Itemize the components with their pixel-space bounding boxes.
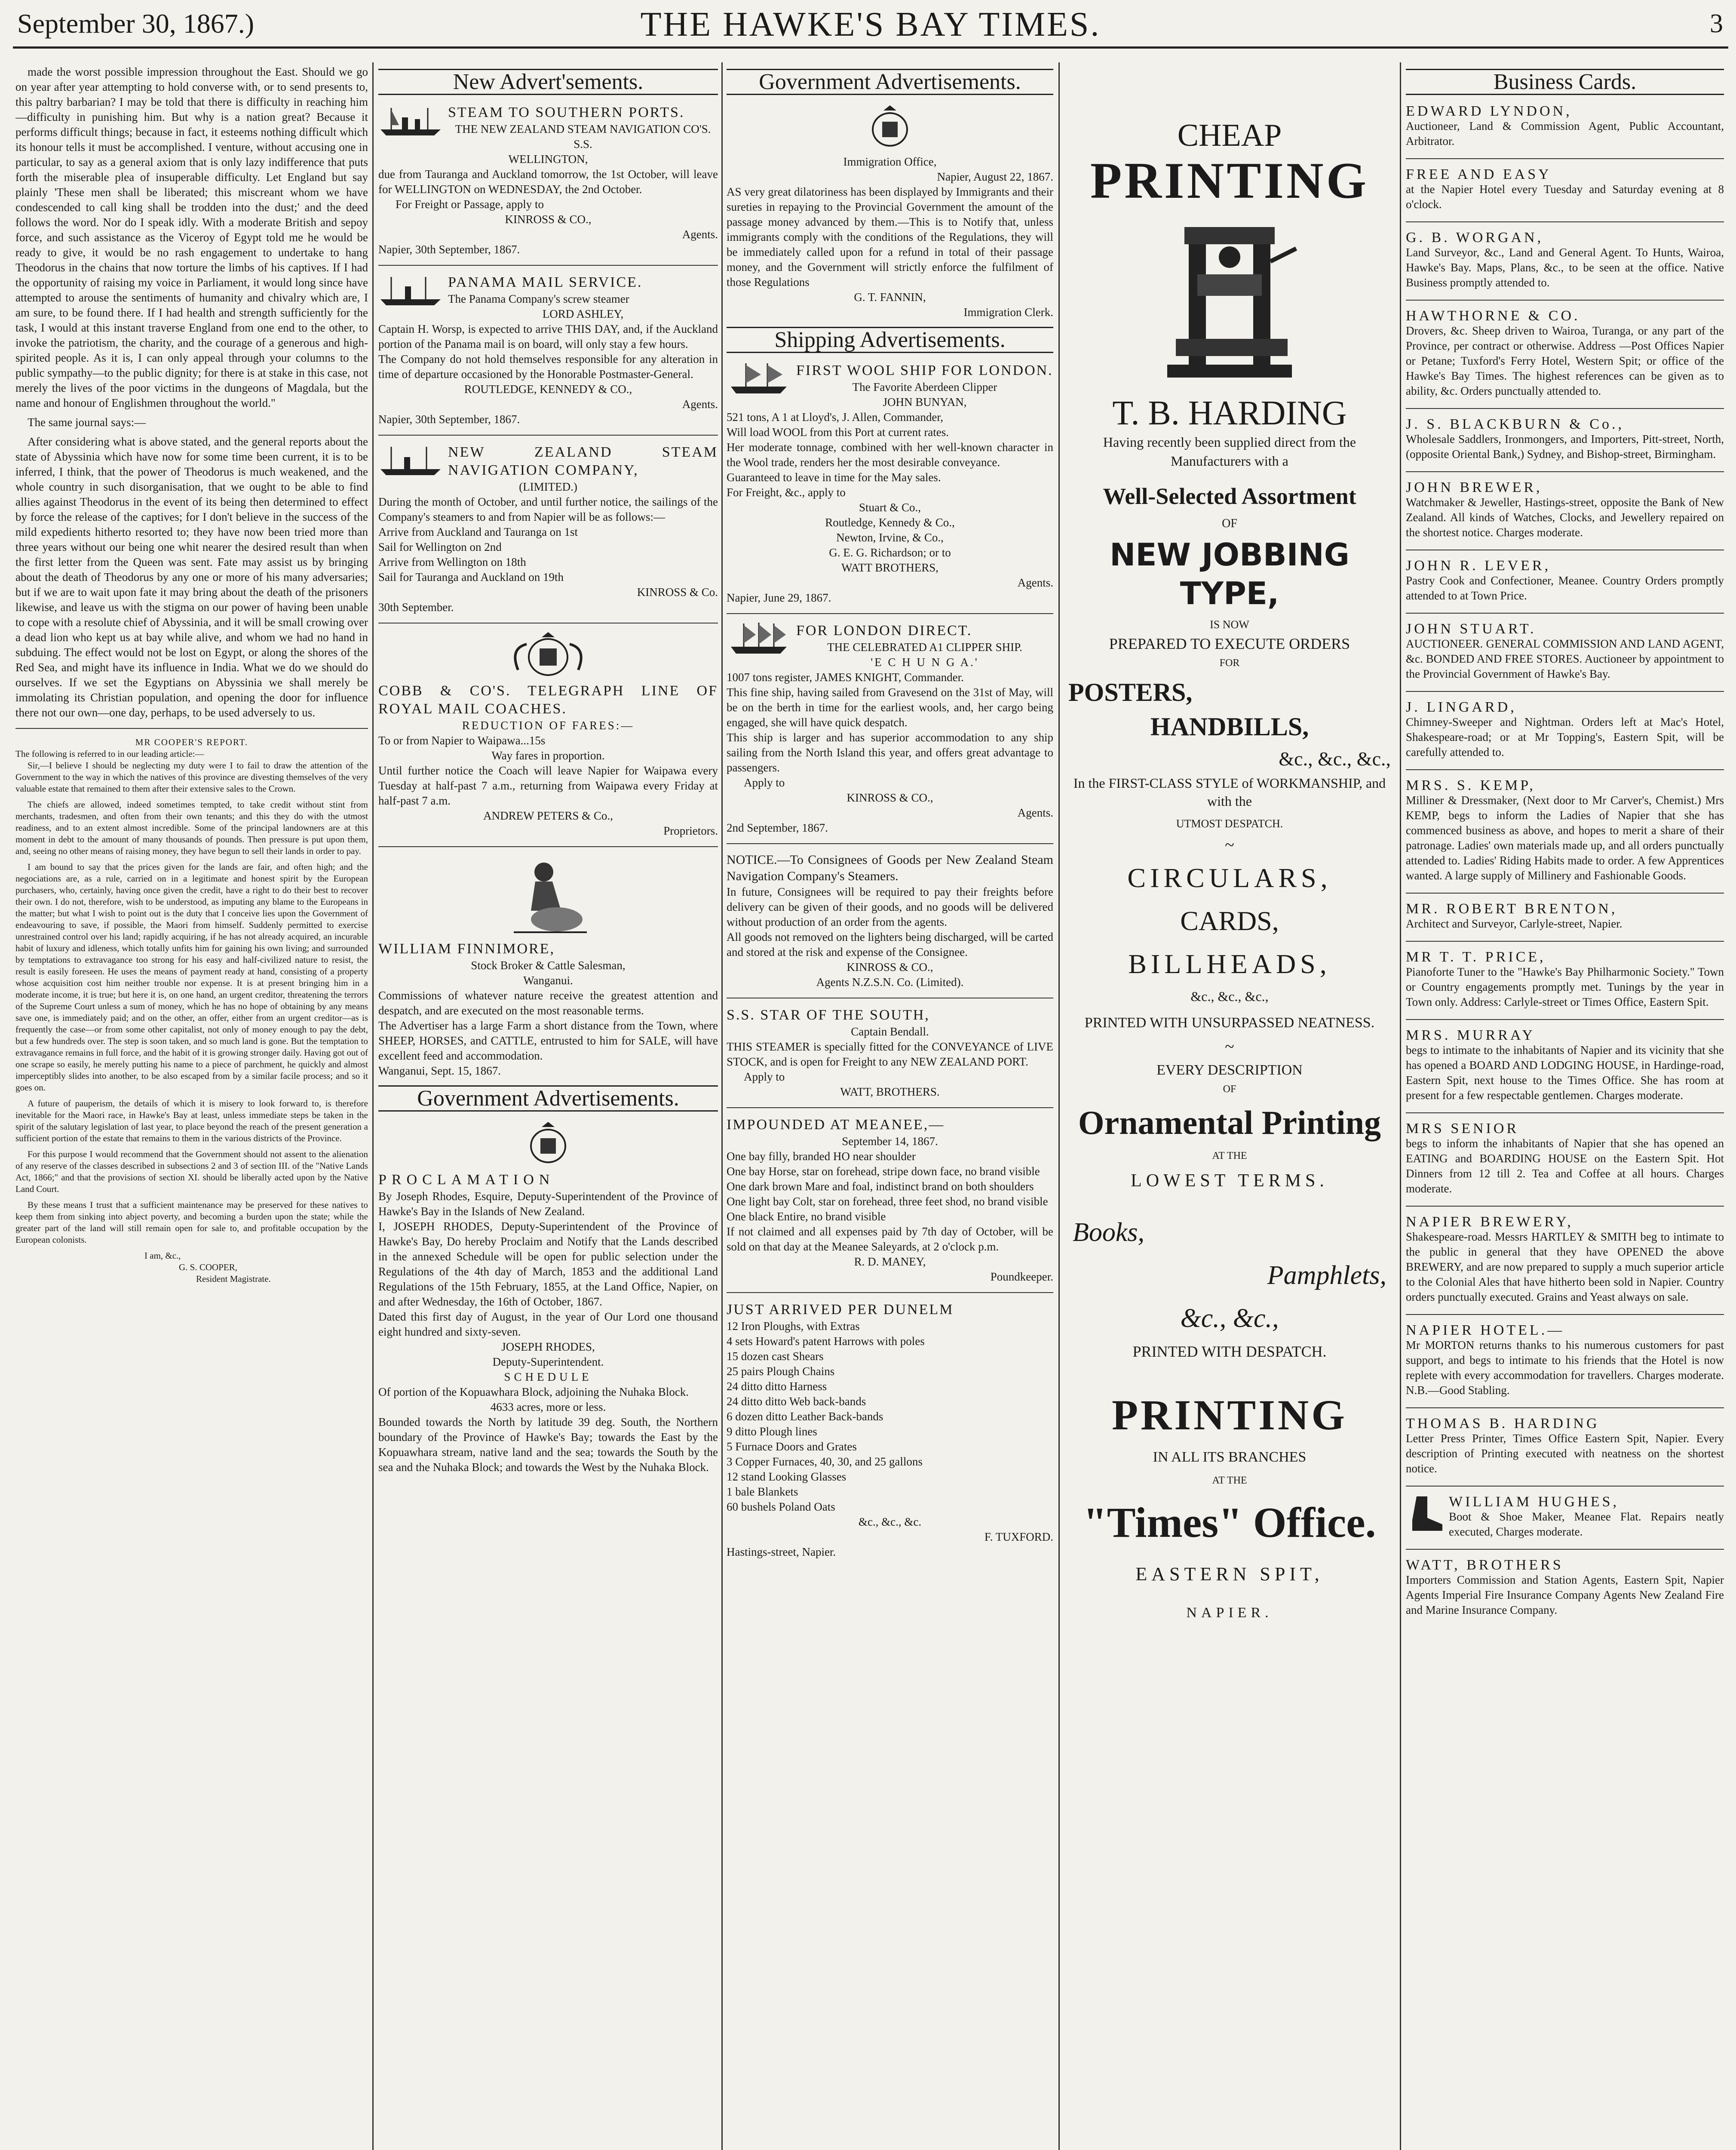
every-description-text: EVERY DESCRIPTION: [1156, 1062, 1303, 1078]
divider: [378, 265, 718, 266]
supplied-text: Having recently been supplied direct from the Manufacturers with a: [1103, 434, 1356, 469]
masthead: [13, 3, 1728, 49]
business-text: begs to intimate to the inhabitants of Napier and its vicinity that she has opened a BOARD AND LODGING HOUSE, in Hardinge-road, Eastern Spit, next house to the Times Office. She has room at present for a few respectable gentlemen. Charges moderate.: [1406, 1044, 1724, 1102]
proclamation-line: Deputy-Superintendent.: [492, 1355, 604, 1368]
advert-heading: WILLIAM FINNIMORE,: [378, 941, 555, 957]
report-paragraph: For this purpose I would recommend that the Government should not assent to the alienation of any reserve of the classes described in subsections 2 and 3 of section III. of the "Native Lands Act, 1866;" and that the provisions of section XI. should be liberally acted upon by the Native Land Court.: [15, 1149, 368, 1194]
signer-title: Resident Magistrate.: [196, 1274, 271, 1284]
shearer-illustration-icon: [505, 855, 591, 937]
advert-line: For Freight, &c., apply to: [727, 486, 846, 499]
pamphlets-text: Pamphlets,: [1267, 1261, 1386, 1290]
advert-line: This ship is larger and has superior accommodation to any ship sailing from the North Island this year, and offers great advantage to passengers.: [727, 731, 1053, 774]
advert-line: Newton, Irvine, & Co.,: [836, 531, 944, 544]
column-rule: [1058, 62, 1060, 2150]
printing-heading: PRINTING: [1090, 152, 1369, 209]
signer: G. S. COOPER,: [179, 1262, 237, 1272]
advert-heading: STEAM TO SOUTHERN PORTS.: [448, 104, 685, 120]
advert-heading: JUST ARRIVED PER DUNELM: [727, 1302, 954, 1318]
boot-icon: [1406, 1494, 1445, 1533]
business-card: [1406, 700, 1724, 760]
advert-line: If not claimed and all expenses paid by 7th day of October, will be sold on that day at the Meanee Saleyards, at 2 o'clock p.m.: [727, 1225, 1053, 1253]
report-intro: The following is referred to in our leading article:—: [15, 749, 204, 759]
jobbing-type-text: NEW JOBBING TYPE,: [1110, 537, 1350, 611]
business-name: NAPIER HOTEL.—: [1406, 1322, 1565, 1338]
immigration-notice: [727, 104, 1053, 320]
notice-line: G. T. FANNIN,: [854, 291, 926, 304]
proclamation-heading: PROCLAMATION: [378, 1172, 555, 1188]
proclamation-line: I, JOSEPH RHODES, Deputy-Superintendent of the Province of Hawke's Bay, Do hereby Proclaim and Notify that the Lands described in the annexed Schedule will be open for public selection under the Regulations of the 4th day of March, 1853 and the additional Land Regulations of the 15th February, 1855, at the Land Office, Napier, on and after Wednesday, the 16th of October, 1867.: [378, 1220, 718, 1308]
advert: [727, 622, 1053, 835]
advert: [378, 443, 718, 615]
business-name: JOHN R. LEVER,: [1406, 558, 1551, 574]
advert-line: One dark brown Mare and foal, indistinct brand on both shoulders: [727, 1180, 1034, 1193]
business-name: EDWARD LYNDON,: [1406, 103, 1572, 119]
section-heading: Government Advertisements.: [378, 1085, 718, 1112]
divider: [1406, 158, 1724, 159]
business-card: [1406, 167, 1724, 212]
business-text: Chimney-Sweeper and Nightman. Orders left at Mac's Hotel, Shakespeare-road; or at Mr Topping's, Eastern Spit, will be carefully attended to.: [1406, 716, 1724, 759]
divider: [1406, 613, 1724, 614]
advert-line: Guaranteed to leave in time for the May sales.: [727, 471, 941, 484]
advert: [727, 1116, 1053, 1284]
business-text: Architect and Surveyor, Carlyle-street, Napier.: [1406, 917, 1623, 930]
proclamation-line: Dated this first day of August, in the year of Our Lord one thousand eight hundred and sixty-seven.: [378, 1310, 718, 1338]
advert-line: The Company do not hold themselves responsible for any alteration in time of departure occasioned by the Honorable Postmaster-General.: [378, 353, 718, 381]
divider: [1406, 1206, 1724, 1207]
eastern-spit-text: EASTERN SPIT,: [1135, 1563, 1324, 1585]
column-rule: [372, 62, 374, 2150]
advert-line: 3 Copper Furnaces, 40, 30, and 25 gallons: [727, 1455, 923, 1468]
advert-line: REDUCTION OF FARES:—: [462, 719, 635, 732]
paragraph: After considering what is above stated, and the general reports about the state of Abyssinia which have now for some time been current, it is to be inferred, I think, that the power of Theodorus is much weakened, and the whole country in such disorganisation, that we ought to be able to find allies against Theodorus in the event of its being then determined to effect by force the release of the captives; for I don't believe in the success of the mild expedients hitherto resorted to; they have now been tried more than three years without our being one whit nearer the desired result than when the first letter from the Queen was sent. Fate may assist us by bringing about the death of Theodorus by any one or more of his many adversaries; but if we are to wait upon fate it may bring about the death of the prisoners likewise, and leave us with the stigma on our power of having been unable to cope with a resolute chief of Abyssinia, and it will be small crowing over a dead lion who kept us at bay while alive, and whom we had no hand in subduing. The effect would not be lost on Egypt, or along the shores of the Red Sea, and might have its influence in India. What we do we should do ourselves. If we set the Egyptians on Abyssinia we shall merely be immolating its Christian population, and opening the door for influence there not our own—one day, perhaps, to be used adversely to us.: [15, 435, 368, 719]
divider: [1406, 1407, 1724, 1408]
advert-line: Arrive from Auckland and Tauranga on 1st: [378, 525, 578, 538]
column-business-cards: [1406, 64, 1724, 2150]
column-rule: [1400, 62, 1401, 2150]
advert-line: One light bay Colt, star on forehead, three feet shod, no brand visible: [727, 1195, 1048, 1208]
business-card: [1406, 480, 1724, 540]
advert-line: Sail for Tauranga and Auckland on 19th: [378, 571, 564, 584]
advert-line: KINROSS & Co.: [637, 586, 718, 599]
business-name: MR T. T. PRICE,: [1406, 949, 1546, 965]
advert-line: Will load WOOL from this Port at current rates.: [727, 426, 949, 439]
report-heading: MR COOPER'S REPORT.: [135, 737, 248, 747]
business-name: HAWTHORNE & CO.: [1406, 308, 1580, 324]
business-card: [1406, 949, 1724, 1010]
proclamation-line: By Joseph Rhodes, Esquire, Deputy-Superintendent of the Province of Hawke's Bay in the Islands of New Zealand.: [378, 1190, 718, 1218]
advert-line: 25 pairs Plough Chains: [727, 1365, 835, 1378]
at-the-text: AT THE: [1212, 1150, 1247, 1161]
advert-line: Captain Bendall.: [851, 1025, 929, 1038]
section-heading: Government Advertisements.: [727, 69, 1053, 95]
advert-line: THE NEW ZEALAND STEAM NAVIGATION CO'S. S.S.: [455, 123, 711, 150]
divider: [1406, 1314, 1724, 1315]
advert-line: September 14, 1867.: [842, 1135, 938, 1148]
business-card: [1406, 1121, 1724, 1196]
advert-line: Until further notice the Coach will leave Napier for Waipawa every Tuesday at half-past 7 a.m., returning from Waipawa every Friday at half-past 7 a.m.: [378, 764, 718, 807]
divider: [727, 1107, 1053, 1108]
advert-line: THIS STEAMER is specially fitted for the CONVEYANCE of LIVE STOCK, and is open for Freight to any NEW ZEALAND PORT.: [727, 1040, 1053, 1068]
cheap-heading: CHEAP: [1177, 118, 1282, 153]
sailing-ship-icon: [727, 622, 791, 655]
printing-press-icon: [1159, 210, 1300, 390]
business-name: MR. ROBERT BRENTON,: [1406, 901, 1618, 917]
advert-line: THE CELEBRATED A1 CLIPPER SHIP.: [827, 641, 1022, 654]
royal-crest-icon: [847, 104, 933, 151]
business-card: [1406, 621, 1724, 682]
advert-line: Napier, 30th September, 1867.: [378, 413, 520, 426]
advert-line: 15 dozen cast Shears: [727, 1350, 824, 1363]
advert-line: 6 dozen ditto Leather Back-bands: [727, 1410, 883, 1423]
business-text: begs to inform the inhabitants of Napier that she has opened an EATING and BOARDING HOUSE on the Eastern Spit. Hot Dinners from 12 till 2. Tea and Coffee at all hours. Charges moderate.: [1406, 1137, 1724, 1195]
business-card: [1406, 417, 1724, 462]
business-name: G. B. WORGAN,: [1406, 230, 1544, 246]
advert-line: 12 stand Looking Glasses: [727, 1470, 847, 1483]
advert-line: Agents N.Z.S.N. Co. (Limited).: [816, 976, 964, 989]
business-text: Pianoforte Tuner to the "Hawke's Bay Philharmonic Society." Town or Country engagements promptly met. Tunings by the year in Town only. Address: Carlyle-street or Times Office, Eastern Spit.: [1406, 965, 1724, 1008]
is-now-text: IS NOW: [1210, 618, 1249, 631]
cards-text: CARDS,: [1180, 906, 1279, 936]
business-card: [1406, 1494, 1724, 1539]
divider: [1406, 408, 1724, 409]
business-text: Pastry Cook and Confectioner, Meanee. Country Orders promptly attended to at Town Price.: [1406, 574, 1724, 602]
proclamation-line: Of portion of the Kopuawhara Block, adjoining the Nuhaka Block.: [378, 1385, 689, 1398]
advert-line: For Freight or Passage, apply to: [396, 198, 544, 211]
for-text: FOR: [1219, 657, 1240, 669]
business-name: J. S. BLACKBURN & Co.,: [1406, 416, 1624, 432]
advert-line: Arrive from Wellington on 18th: [378, 556, 526, 568]
assortment-text: Well-Selected Assortment: [1103, 483, 1356, 509]
advert-line: Agents.: [1017, 576, 1053, 589]
advert-line: F. TUXFORD.: [984, 1530, 1053, 1543]
advert: [727, 852, 1053, 990]
royal-crest-icon: [505, 1120, 591, 1167]
printer-name: T. B. HARDING: [1112, 394, 1347, 432]
steamship-icon: [378, 443, 443, 477]
advert-line: LORD ASHLEY,: [542, 307, 624, 320]
business-text: Shakespeare-road. Messrs HARTLEY & SMITH beg to intimate to the public in general that they have OPENED the above BREWERY, and are now prepared to supply a much superior article to the Colonial Ales that have hitherto been sold in Napier. Country orders punctually executed. Grains and Yeast always on sale.: [1406, 1230, 1724, 1303]
prepared-text: PREPARED TO EXECUTE ORDERS: [1109, 635, 1350, 652]
advert-line: WATT, BROTHERS.: [840, 1085, 940, 1098]
advert-line: Sail for Wellington on 2nd: [378, 541, 502, 553]
business-text: Wholesale Saddlers, Ironmongers, and Importers, Pitt-street, North, (opposite Oriental Bank,) Sydney, and Bishop-street, Birmingham.: [1406, 433, 1724, 461]
advert-line: WELLINGTON,: [508, 153, 588, 166]
advert-line: During the month of October, and until further notice, the sailings of the Company's steamers to and from Napier will be as follows:—: [378, 495, 718, 523]
advert-line: JOHN BUNYAN,: [883, 396, 967, 408]
proclamation-line: SCHEDULE: [504, 1370, 592, 1383]
printing2-heading: PRINTING: [1111, 1391, 1348, 1439]
business-text: Importers Commission and Station Agents, Eastern Spit, Napier Agents Imperial Fire Insurance Company Agents New Zealand Fire and Marine Insurance Company.: [1406, 1573, 1724, 1616]
advert-line: Agents.: [1017, 806, 1053, 819]
business-text: Land Surveyor, &c., Land and General Agent. To Hunts, Wairoa, Hawke's Bay. Maps, Plans, &c., to be seen at the office. Native Business promptly attended to.: [1406, 246, 1724, 289]
advert-heading: NOTICE.—To Consignees of Goods per New Zealand Steam Navigation Company's Steamers.: [727, 853, 1053, 883]
advert-line: Wanganui, Sept. 15, 1867.: [378, 1064, 501, 1077]
column-new-advertisements: [378, 64, 718, 2150]
business-card: [1406, 1214, 1724, 1305]
business-text: Boot & Shoe Maker, Meanee Flat. Repairs neatly executed, Charges moderate.: [1449, 1510, 1724, 1538]
column-editorial: [15, 64, 368, 2150]
branches-text: IN ALL ITS BRANCHES: [1153, 1449, 1307, 1465]
advert-line: Napier, 30th September, 1867.: [378, 243, 520, 256]
report-paragraph: By these means I trust that a sufficient maintenance may be preserved for these natives to keep them from sinking into abject poverty, and becoming a burden upon the state; while the greater part of the land will still remain open for sale to, and profitable occupation by the European colonists.: [15, 1200, 368, 1245]
divider: [1406, 893, 1724, 894]
business-name: MRS. MURRAY: [1406, 1027, 1535, 1043]
advert-line: Stuart & Co.,: [859, 501, 921, 514]
advert-heading: COBB & CO'S. TELEGRAPH LINE OF ROYAL MAIL COACHES.: [378, 683, 718, 717]
divider: [1406, 1112, 1724, 1113]
advert-line: Poundkeeper.: [990, 1270, 1053, 1283]
business-name: FREE AND EASY: [1406, 166, 1552, 182]
business-name: WILLIAM HUGHES,: [1449, 1494, 1619, 1510]
advert-line: (LIMITED.): [519, 480, 577, 493]
advert-line: Stock Broker & Cattle Salesman,: [471, 959, 626, 972]
style-text: In the FIRST-CLASS STYLE of WORKMANSHIP, and with the: [1073, 775, 1386, 809]
business-card: [1406, 558, 1724, 603]
advert-line: 5 Furnace Doors and Grates: [727, 1440, 857, 1453]
business-card: [1406, 104, 1724, 149]
advert-line: &c., &c., &c.: [858, 1515, 922, 1528]
business-name: MRS SENIOR: [1406, 1121, 1519, 1136]
section-heading: New Advert'sements.: [378, 69, 718, 95]
proclamation-line: JOSEPH RHODES,: [501, 1340, 595, 1353]
paragraph: The same journal says:—: [28, 416, 146, 429]
advert-line: 4 sets Howard's patent Harrows with poles: [727, 1335, 925, 1348]
advert: [378, 104, 718, 257]
divider: [727, 843, 1053, 844]
advert-line: KINROSS & CO.,: [847, 791, 933, 804]
section-heading: Business Cards.: [1406, 69, 1724, 95]
books-text: Books,: [1073, 1218, 1145, 1247]
etc-text: &c., &c., &c.,: [1279, 748, 1391, 770]
advert-line: 12 Iron Ploughs, with Extras: [727, 1320, 860, 1333]
business-name: JOHN STUART.: [1406, 621, 1537, 637]
royal-crest-icon: [501, 631, 595, 679]
business-card: [1406, 308, 1724, 399]
business-text: Letter Press Printer, Times Office Eastern Spit, Napier. Every description of Printing executed with neatness on the shortest notice.: [1406, 1432, 1724, 1475]
report-paragraph: The chiefs are allowed, indeed sometimes tempted, to take credit without stint from merchants, tradesmen, and often from their own tenants; and this they do with the utmost readiness, and to an extent almost incredible. Some of the principal landowners are at this moment in debt to the amount of many thousands of pounds. Then pressure is put upon them, and, seeing no other means of raising money, they have begun to sell their lands in order to pay.: [15, 799, 368, 856]
advert-line: KINROSS & CO.,: [505, 213, 592, 226]
divider: [1406, 471, 1724, 472]
business-card: [1406, 778, 1724, 883]
business-name: J. LINGARD,: [1406, 699, 1517, 715]
business-text: Watchmaker & Jeweller, Hastings-street, opposite the Bank of New Zealand. All kinds of Watches, Clocks, and Jewellery repaired on the shortest notice. Charges moderate.: [1406, 496, 1724, 539]
advert-heading: FOR LONDON DIRECT.: [796, 623, 972, 639]
business-text: Auctioneer, Land & Commission Agent, Public Accountant, Arbitrator.: [1406, 120, 1724, 147]
divider: [1406, 1019, 1724, 1020]
steamship-icon: [378, 273, 443, 307]
advert-line: KINROSS & CO.,: [847, 961, 933, 974]
proclamation-line: Bounded towards the North by latitude 39 deg. South, the Northern boundary of the Province of Hawke's Bay; towards the East by the Kopuawhara stream, native land and the sea; towards the South by the sea and the Nuhaka Block; and towards the West by the Nuhaka Block.: [378, 1416, 718, 1474]
divider: [1406, 1486, 1724, 1487]
column-rule: [721, 62, 723, 2150]
advert-line: The Favorite Aberdeen Clipper: [852, 381, 997, 393]
business-text: Mr MORTON returns thanks to his numerous customers for past support, and begs to intimate to his friends that the Hotel is now replete with every accommodation for travellers. Charges moderate. N.B.—Good Stabling.: [1406, 1339, 1724, 1397]
lowest-terms-text: LOWEST TERMS.: [1131, 1171, 1328, 1191]
business-name: MRS. S. KEMP,: [1406, 777, 1536, 793]
circulars-text: CIRCULARS,: [1127, 863, 1332, 893]
steamship-icon: [378, 104, 443, 137]
business-name: NAPIER BREWERY,: [1406, 1214, 1573, 1230]
business-card: [1406, 1028, 1724, 1103]
notice-line: Napier, August 22, 1867.: [937, 170, 1053, 183]
business-name: WATT, BROTHERS: [1406, 1557, 1564, 1573]
page-number: 3: [1710, 9, 1723, 38]
divider: [1406, 221, 1724, 222]
advert: [378, 855, 718, 1078]
divider: [15, 728, 368, 729]
advert-heading: S.S. STAR OF THE SOUTH,: [727, 1007, 930, 1023]
advert-line: ROUTLEDGE, KENNEDY & CO.,: [464, 383, 632, 396]
divider: [727, 1292, 1053, 1293]
billheads-text: BILLHEADS,: [1128, 949, 1331, 979]
proclamation-line: 4633 acres, more or less.: [490, 1401, 606, 1413]
business-card: [1406, 230, 1724, 290]
advert-line: 'E C H U N G A.': [871, 656, 979, 669]
advert-line: Agents.: [682, 398, 718, 411]
advert-line: Captain H. Worsp, is expected to arrive THIS DAY, and, if the Auckland portion of the Panama mail is on board, will only stay a few hours.: [378, 322, 718, 350]
advert-line: 1 bale Blankets: [727, 1485, 798, 1498]
proclamation: [378, 1120, 718, 1475]
advert-line: One bay filly, branded HO near shoulder: [727, 1150, 916, 1163]
advert-line: Wanganui.: [523, 974, 573, 987]
divider: [1406, 1549, 1724, 1550]
divider: [378, 846, 718, 847]
advert-line: Her moderate tonnage, combined with her well-known character in the Wool trade, renders her the most desirable conveyance.: [727, 441, 1053, 469]
divider: [727, 613, 1053, 614]
unsurpassed-text: PRINTED WITH UNSURPASSED NEATNESS.: [1084, 1015, 1375, 1031]
divider: [378, 623, 718, 624]
business-card: [1406, 1416, 1724, 1476]
sailing-ship-icon: [727, 362, 791, 395]
advert-line: To or from Napier to Waipawa...15s: [378, 734, 546, 747]
newspaper-title: THE HAWKE'S BAY TIMES.: [640, 6, 1101, 43]
advert-heading: IMPOUNDED AT MEANEE,—: [727, 1117, 945, 1133]
etc3-text: &c., &c.,: [1180, 1304, 1279, 1333]
advert-line: 30th September.: [378, 601, 454, 614]
advert-line: Commissions of whatever nature receive the greatest attention and despatch, and are executed on the most reasonable terms.: [378, 989, 718, 1017]
advert-line: 24 ditto ditto Harness: [727, 1380, 827, 1393]
handbills-text: HANDBILLS,: [1150, 713, 1309, 741]
paragraph: made the worst possible impression throughout the East. Should we go on year after year attempting to hold converse with, or to send presents to, this paltry barbarian? I may be told that there is difficulty in reaching him—difficulty in punishing him. But why is a nation great? Because it performs difficult things; because in fact, it esteems nothing difficult which its honour tells it must be accomplished. I venture, without accusing one in particular, to say as a general axiom that is only lazy indifference that puts forth the miserable plea of insuperable difficulty. Let England but say plainly 'These men shall be liberated; this miscreant whom we have condescended to call king shall be trodden into the dust;' and the deed follows the word. Nor do I speak idly. With a moderate British and sepoy force, and such assistance as the Viceroy of Egypt told me he would be ready to give, it would be no rash engagement to undertake to hang Theodorus in the chains that now torture the limbs of his captives. If I had the opportunity of raising my voice in Parliament, it would long since have attempted to arouse the sentiments of humanity and chivalry which are, I am sure, to be found there. If I had health and strength sufficiently for the task, I would at this instant traverse England from one end to the other, to invoke the patriotism, the charity, and the courage of a generous and high-spirited people. As it is, I can only appeal through your columns to the public sympathy—to the public dignity; for there is at stake in this case, not merely the lives of the poor victims in the dungeons of Magdala, but the name and honour of Englishmen throughout the world.": [15, 65, 368, 409]
advert: [378, 273, 718, 427]
notice-line: AS very great dilatoriness has been displayed by Immigrants and their sureties in repaying to the Provincial Government the amount of the passage money advanced by them.—This is to Notify that, unless immigrants comply with the conditions of the Regulations, they will be immediately called upon for a refund in total of their passage money, and the Government will strictly enforce the fulfilment of those Regulations: [727, 185, 1053, 289]
divider: [1406, 691, 1724, 692]
of2-text: OF: [1223, 1084, 1236, 1095]
business-text: Milliner & Dressmaker, (Next door to Mr Carver's, Chemist.) Mrs KEMP, begs to inform the Ladies of Napier that she has commenced business as above, and hopes to merit a share of their patronage. Ladies' own materials made up, and all orders punctually attended to. Ladies' Riding Habits made to order. A few Apprentices wanted. A large supply of Millinery and Fashionable Goods.: [1406, 794, 1724, 882]
advert-line: 2nd September, 1867.: [727, 821, 828, 834]
advert-line: G. E. G. Richardson; or to: [829, 546, 951, 559]
advert-line: WATT BROTHERS,: [841, 561, 939, 574]
advert-line: Hastings-street, Napier.: [727, 1545, 836, 1558]
notice-line: Immigration Clerk.: [963, 306, 1053, 319]
advert-line: 24 ditto ditto Web back-bands: [727, 1395, 866, 1408]
business-text: at the Napier Hotel every Tuesday and Saturday evening at 8 o'clock.: [1406, 183, 1724, 211]
advert-line: In future, Consignees will be required to pay their freights before delivery can be given of their goods, and no goods will be delivered without production of an order from the agents.: [727, 885, 1053, 928]
business-card: [1406, 1323, 1724, 1398]
business-text: AUCTIONEER. GENERAL COMMISSION AND LAND AGENT, &c. BONDED AND FREE STORES. Auctioneer by appointment to the Provincial Government of Hawke's Bay.: [1406, 637, 1724, 680]
column-printing-advert: CHEAP PRINTING T. B. HARDING Having recently been supplied direct from the Manufacturers with a Well-Selected Assortment OF NEW JOBBING TYPE, IS NOW PREPARED TO EXECUTE ORDERS FOR POSTERS, HANDBILLS, &c., &c., &c., In the FIRST-CLASS STYLE of WORKMANSHIP, and with the UTMOST DESPATCH. ~ CIRCULARS, CARDS, BILLHEADS, &c., &c., &c., PRINTED WITH UNSURPASSED NEATNESS. ~ EVERY DESCRIPTION OF Ornamental Printing AT THE LOWEST TERMS. Books, Pamphlets, &c., &c., PRINTED WITH DESPATCH. PRINTING IN ALL ITS BRANCHES AT THE "Times" Office. EASTERN SPIT, NAPIER.: [1064, 64, 1395, 2150]
of-text: OF: [1222, 517, 1237, 530]
notice-line: Immigration Office,: [843, 155, 937, 168]
business-card: [1406, 901, 1724, 931]
at-the2-text: AT THE: [1212, 1475, 1247, 1486]
divider: [378, 435, 718, 436]
issue-date: September 30, 1867.): [17, 8, 254, 39]
report-paragraph: I am bound to say that the prices given for the lands are fair, and often high; and the negociations are, as a rule, carried on in a legitimate and honest spirit by the European purchasers, who, certainly, having once given the credit, have a right to do their best to recover their own. I do not, therefore, wish to be understood, as imputing any blame to the Europeans in the matter; but what I wish to point out is the duty that I conceive lies upon the Government of endeavouring to save, if possible, the Maori from himself. Suddenly permitted to exercise unrestrained control over his land; rapidly acquiring, if he has not already acquired, an incurable habit of luxury and idleness, which totally unfits him for gaining his own living; and surrounded by temptations to extravagance too strong for his easy and half-civilized nature to resist, the result is easily foreseen. He uses the means of payment ready at hand, consisting of a property whose acquisition cost him neither trouble nor expense. It is at present bringing him in a moderate income, it is true; but here it is, on one hand, an urgent creditor, threatening the terrors of the Supreme Court unless a sum of money, which he has no hope of obtaining by any means save one, is immediately paid; and on the other, an offer, either from an urgent creditor—as is frequently the case—or from some other capitalist, not only of money enough to pay the debt, but a few hundreds over. The step is soon taken, and so much land is gone. But the temptation to extravagance remains in full force, and the habit of it is growing stronger daily. Having got out of one scrape so easily, he merely putting his name to a piece of parchment, he quickly and almost imperceptibly slides into another, to be also escaped from by a similar facile process; and so it goes on.: [15, 862, 368, 1093]
signoff: I am, &c.,: [144, 1250, 181, 1261]
advert-line: Apply to: [744, 1070, 785, 1083]
advert-line: One black Entire, no brand visible: [727, 1210, 886, 1223]
despatch2-text: PRINTED WITH DESPATCH.: [1132, 1343, 1327, 1360]
business-name: THOMAS B. HARDING: [1406, 1416, 1600, 1431]
column-shipping: [727, 64, 1053, 2150]
advert: [727, 1301, 1053, 1560]
advert-line: due from Tauranga and Auckland tomorrow, the 1st October, will leave for WELLINGTON on WEDNESDAY, the 2nd October.: [378, 168, 718, 196]
times-office-text: "Times" Office.: [1083, 1499, 1376, 1546]
advert-line: The Advertiser has a large Farm a short distance from the Town, where SHEEP, HORSES, and CATTLE, entrusted to him for SALE, will have excellent feed and accommodation.: [378, 1019, 718, 1062]
business-text: Drovers, &c. Sheep driven to Wairoa, Turanga, or any part of the Province, per contract or otherwise. Address —Post Offices Napier or Petane; Tuxford's Ferry Hotel, Western Spit; or office of the Hawke's Bay Times. The highest references can be given as to ability, &c. Orders punctually attended to.: [1406, 324, 1724, 397]
divider: [1406, 941, 1724, 942]
advert-line: 60 bushels Poland Oats: [727, 1500, 835, 1513]
report-paragraph: A future of pauperism, the details of which it is misery to look forward to, is therefore inevitable for the Maori race, in Hawke's Bay at least, unless immediate steps be taken in the spirit of the salutary legislation of last year, to place beyond the reach of the present generation a sufficient portion of the estate that remains to them in the various districts of the Province.: [15, 1098, 368, 1143]
advert: [378, 631, 718, 838]
advert-line: Routledge, Kennedy & Co.,: [825, 516, 955, 529]
advert-line: Apply to: [744, 776, 785, 789]
etc2-text: &c., &c., &c.,: [1190, 989, 1269, 1004]
advert: [727, 1006, 1053, 1100]
napier-text: NAPIER.: [1186, 1605, 1273, 1621]
advert-line: All goods not removed on the lighters being discharged, will be carted and stored at the risk and expense of the Consignee.: [727, 931, 1053, 958]
despatch-text: UTMOST DESPATCH.: [1176, 817, 1283, 830]
business-card: [1406, 1557, 1724, 1618]
advert-heading: NEW ZEALAND STEAM NAVIGATION COMPANY,: [448, 444, 718, 478]
advert-line: ANDREW PETERS & Co.,: [483, 809, 613, 822]
report-paragraph: Sir,—I believe I should be neglecting my duty were I to fail to draw the attention of the Government to the way in which the natives of this province are divesting themselves of the very valuable estate that remained to them after their extensive sales to the Crown.: [15, 760, 368, 794]
advert-line: One bay Horse, star on forehead, stripe down face, no brand visible: [727, 1165, 1040, 1178]
advert-line: Napier, June 29, 1867.: [727, 591, 831, 604]
ornamental-text: Ornamental Printing: [1078, 1104, 1381, 1141]
advert-heading: FIRST WOOL SHIP FOR LONDON.: [796, 362, 1053, 378]
advert: [727, 362, 1053, 605]
advert-line: R. D. MANEY,: [854, 1255, 926, 1268]
advert-heading: PANAMA MAIL SERVICE.: [448, 274, 643, 290]
advert-line: The Panama Company's screw steamer: [448, 292, 629, 305]
advert-line: 9 ditto Plough lines: [727, 1425, 817, 1438]
advert-line: Proprietors.: [663, 824, 718, 837]
advert-line: Agents.: [682, 228, 718, 241]
divider: [1406, 769, 1724, 770]
advert-line: This fine ship, having sailed from Gravesend on the 31st of May, will be on the berth in time for the earliest wools, and, her cargo being engaged, she will have quick despatch.: [727, 686, 1053, 729]
business-name: JOHN BREWER,: [1406, 479, 1543, 495]
advert-line: 521 tons, A 1 at Lloyd's, J. Allen, Commander,: [727, 411, 944, 424]
advert-line: 1007 tons register, JAMES KNIGHT, Commander.: [727, 671, 964, 684]
divider: [1406, 300, 1724, 301]
posters-text: POSTERS,: [1068, 678, 1193, 706]
advert-line: Way fares in proportion.: [491, 749, 605, 762]
section-heading: Shipping Advertisements.: [727, 327, 1053, 353]
